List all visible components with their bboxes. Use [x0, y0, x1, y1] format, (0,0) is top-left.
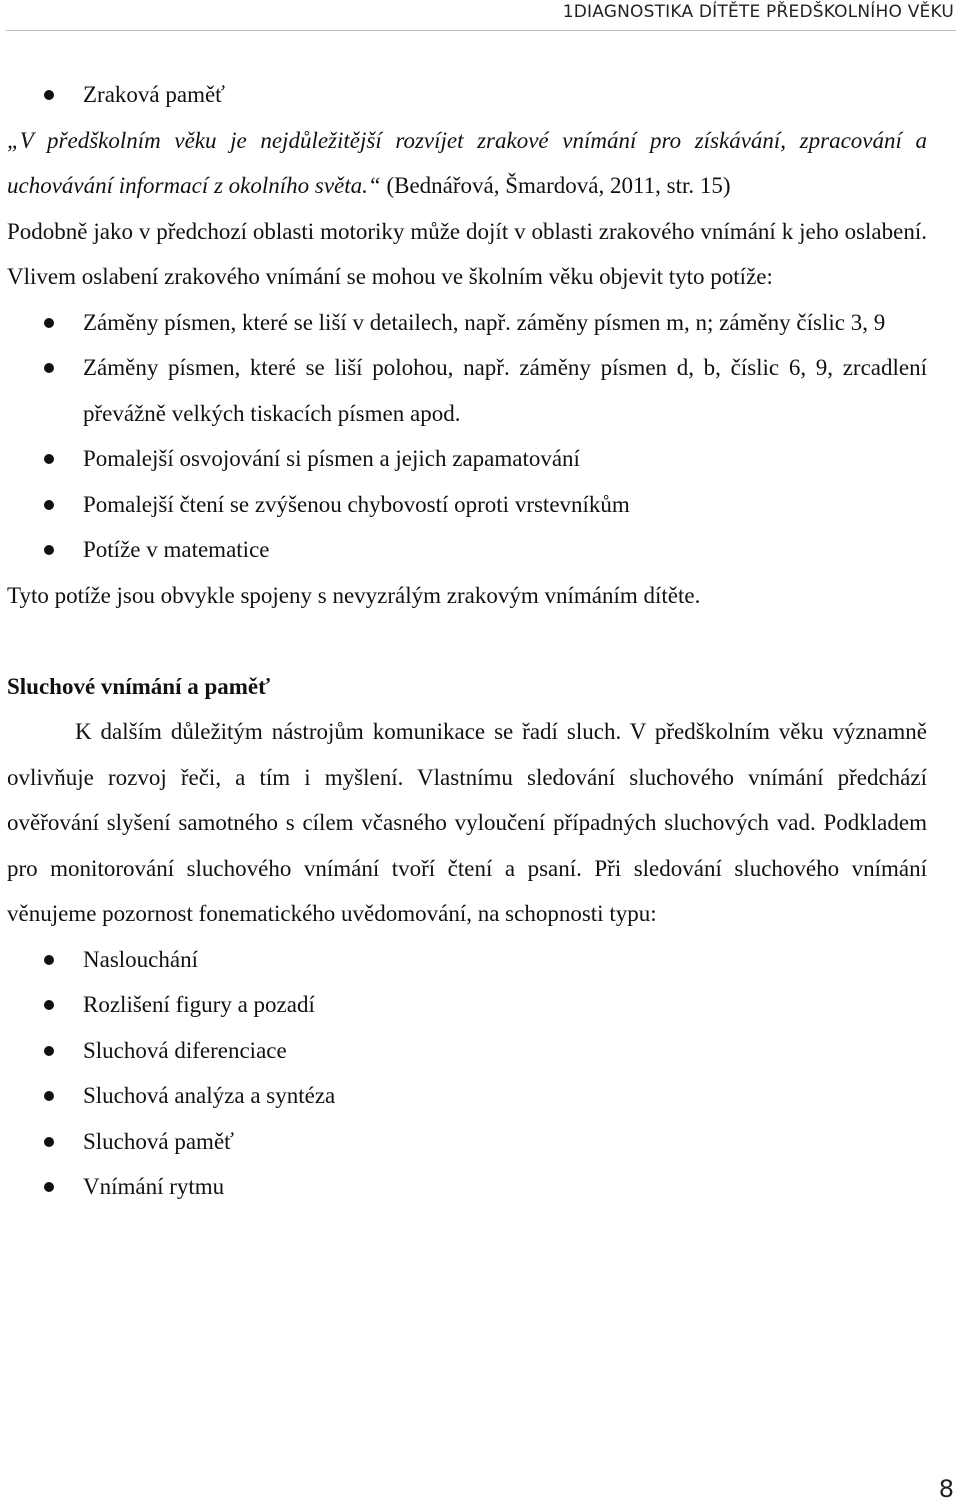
list-item: Zraková paměť — [83, 82, 226, 107]
visual-problems-list — [7, 300, 927, 573]
visual-memory-list — [7, 72, 927, 118]
header-title: 1DIAGNOSTIKA DÍTĚTE PŘEDŠKOLNÍHO VĚKU — [562, 2, 954, 22]
list-item: Pomalejší čtení se zvýšenou chybovostí oproti vrstevníkům — [83, 491, 630, 517]
list-item: Potíže v matematice — [83, 537, 270, 562]
list-item: Pomalejší osvojování si písmen a jejich zapamatování — [83, 446, 580, 471]
list-item: Sluchová paměť — [83, 1128, 234, 1154]
quote: „V předškolním věku je nejdůležitější rozvíjet zrakové vnímání pro získávání, zpracování a uchovávání informací z okolního světa.“ — [7, 127, 927, 198]
auditory-paragraph: K dalším důležitým nástrojům komunikace se řadí sluch. V předškolním věku významně ovlivňuje rozvoj řeči, a tím i myšlení. Vlastnímu sledování sluchového vnímání předchází ověřování slyšení samotného s cílem včasného vyloučení případných sluchových vad. Podkladem pro monitorování sluchového vnímání tvoří čtení a psaní. Při sledování sluchového vnímání věnujeme pozornost fonematického uvědomování, na schopnosti typu: — [7, 719, 927, 926]
list-item: Záměny písmen, které se liší polohou, např. záměny písmen d, b, číslic 6, 9, zrcadlení převážně velkých tiskacích písmen apod. — [83, 355, 927, 426]
list-item: Naslouchání — [83, 946, 198, 972]
running-header — [0, 0, 960, 30]
visual-conclusion: Tyto potíže jsou obvykle spojeny s nevyzrálým zrakovým vnímáním dítěte. — [7, 582, 701, 608]
list-item: Sluchová analýza a syntéza — [83, 1083, 336, 1108]
visual-paragraph: Podobně jako v předchozí oblasti motoriky může dojít v oblasti zrakového vnímání k jeho oslabení. Vlivem oslabení zrakového vnímání se mohou ve školním věku objevit tyto potíže: — [7, 218, 927, 289]
main-content — [7, 72, 927, 1210]
header-rule — [6, 30, 956, 31]
list-item: Vnímání rytmu — [83, 1174, 225, 1199]
list-item: Rozlišení figury a pozadí — [83, 992, 315, 1017]
list-item: Záměny písmen, které se liší v detailech, např. záměny písmen m, n; záměny číslic 3, 9 — [83, 309, 886, 335]
quote-paragraph — [7, 118, 927, 209]
section-heading: Sluchové vnímání a paměť — [7, 673, 271, 699]
list-item: Sluchová diferenciace — [83, 1037, 287, 1063]
citation: (Bednářová, Šmardová, 2011, str. 15) — [380, 173, 731, 198]
page-number: 8 — [938, 1475, 954, 1503]
auditory-abilities-list — [7, 937, 927, 1210]
